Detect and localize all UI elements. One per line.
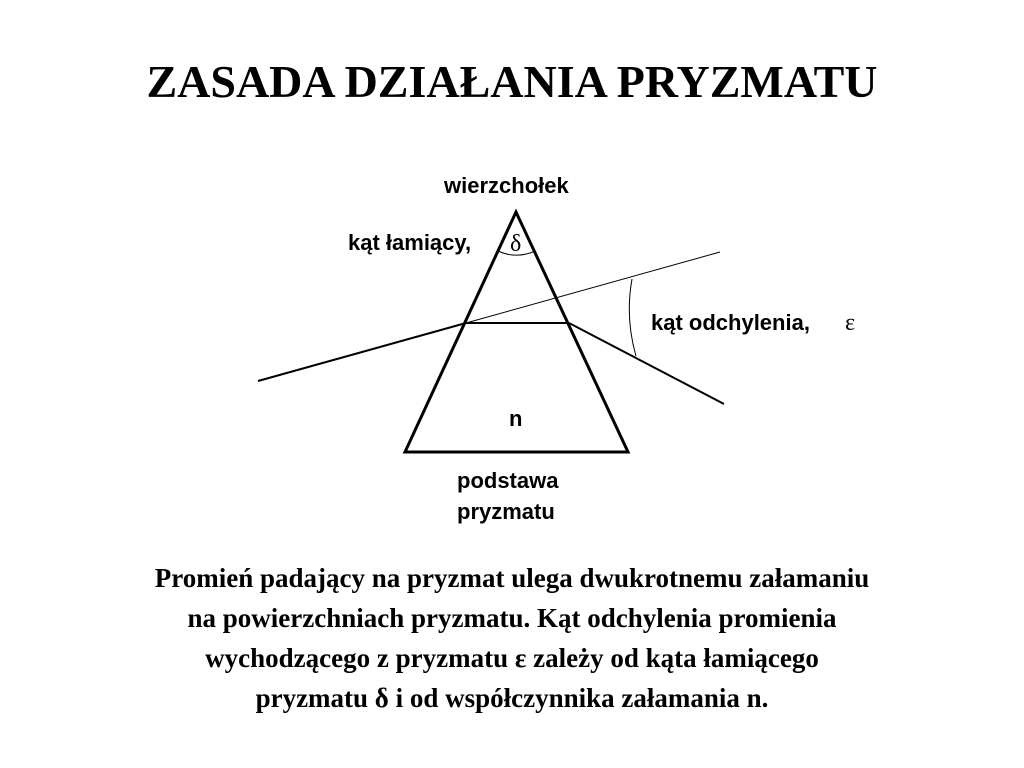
- caption-line: pryzmatu δ i od współczynnika załamania n.: [255, 683, 769, 713]
- caption-line: na powierzchniach pryzmatu. Kąt odchylenia promienia: [187, 603, 837, 633]
- caption-line: Promień padający na pryzmat ulega dwukrotnemu załamaniu: [154, 563, 870, 593]
- deviation-angle-symbol: ε: [845, 310, 856, 336]
- caption-line: wychodzącego z pryzmatu ε zależy od kąta łamiącego: [205, 643, 819, 673]
- apex-label: wierzchołek: [444, 173, 569, 198]
- emergent-ray: [569, 323, 724, 404]
- refracting-angle-symbol: δ: [510, 231, 522, 257]
- deviation-angle-arc: [629, 279, 636, 356]
- base-label-line1: podstawa: [457, 468, 559, 493]
- caption: [40, 558, 984, 718]
- deviation-angle-label: kąt odchylenia,: [651, 310, 810, 335]
- base-label-line2: pryzmatu: [457, 499, 555, 524]
- page-title: ZASADA DZIAŁANIA PRYZMATU: [146, 56, 878, 107]
- refractive-index-label: n: [509, 406, 523, 431]
- incident-ray: [258, 323, 466, 381]
- refracting-angle-label: kąt łamiący,: [348, 230, 472, 255]
